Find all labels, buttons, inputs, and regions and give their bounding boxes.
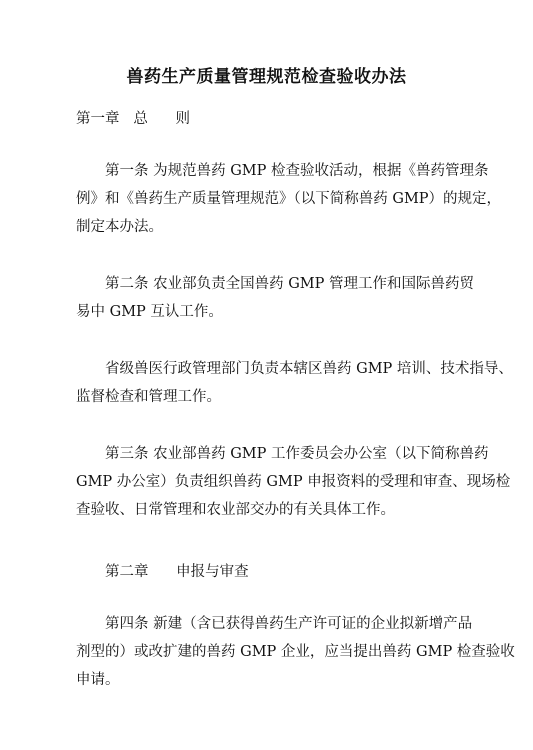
article-3-line-2: GMP 办公室）负责组织兽药 GMP 申报资料的受理和审查、现场检	[76, 474, 511, 490]
article-4-line-3: 申请。	[76, 672, 120, 688]
article-2-paragraph-2	[76, 355, 513, 411]
article-1-line-2: 例》和《兽药生产质量管理规范》（以下简称兽药 GMP）的规定，	[76, 191, 502, 207]
article-2-line-2: 易中 GMP 互认工作。	[76, 304, 223, 320]
article-4-line-1: 第四条 新建（含已获得兽药生产许可证的企业拟新增产品	[105, 616, 473, 632]
chapter-heading-1: 第一章 总 则	[76, 111, 190, 127]
article-1	[76, 157, 502, 241]
article-4-line-2: 剂型的）或改扩建的兽药 GMP 企业，应当提出兽药 GMP 检查验收	[76, 644, 515, 660]
article-3-line-1: 第三条 农业部兽药 GMP 工作委员会办公室（以下简称兽药	[105, 446, 489, 462]
article-2b-line-1: 省级兽医行政管理部门负责本辖区兽药 GMP 培训、技术指导、	[105, 361, 513, 377]
article-3-line-3: 查验收、日常管理和农业部交办的有关具体工作。	[76, 502, 395, 518]
article-2	[76, 270, 475, 326]
article-1-line-1: 第一条 为规范兽药 GMP 检查验收活动，根据《兽药管理条	[105, 163, 489, 179]
document-title: 兽药生产质量管理规范检查验收办法	[126, 67, 407, 87]
article-3	[76, 440, 511, 524]
article-4	[76, 610, 515, 694]
article-2b-line-2: 监督检查和管理工作。	[76, 389, 221, 405]
article-2-line-1: 第二条 农业部负责全国兽药 GMP 管理工作和国际兽药贸	[105, 276, 475, 292]
chapter-heading-2: 第二章 申报与审查	[105, 564, 249, 580]
article-1-line-3: 制定本办法。	[76, 219, 163, 235]
